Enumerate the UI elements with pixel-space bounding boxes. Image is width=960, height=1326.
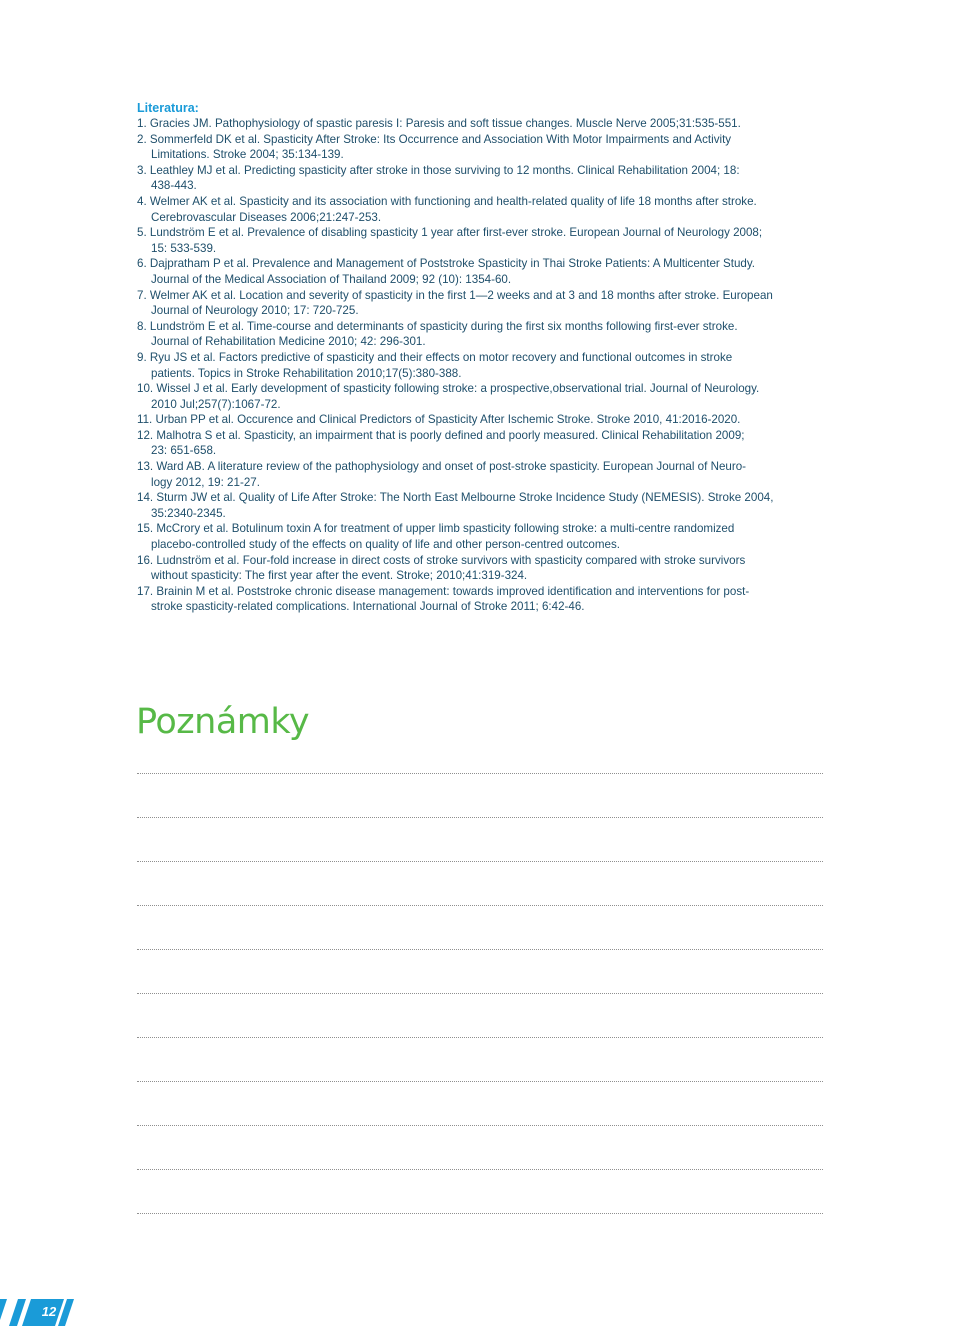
badge-stripe-left: [0, 1299, 7, 1326]
note-line: [137, 1169, 823, 1170]
reference-item: [137, 288, 825, 319]
reference-line: 3. Leathley MJ et al. Predicting spasticity after stroke in those surviving to 12 months. Clinical Rehabilitation 2004; 18:: [137, 163, 740, 177]
note-line: [137, 1213, 823, 1214]
reference-line: 8. Lundström E et al. Time-course and determinants of spasticity during the first six months following first-ever stroke.: [137, 319, 738, 333]
reference-line: 15. McCrory et al. Botulinum toxin A for treatment of upper limb spasticity following stroke: a multi-centre randomized: [137, 522, 735, 536]
reference-line: 17. Brainin M et al. Poststroke chronic disease management: towards improved identification and interventions for post-: [137, 584, 750, 598]
reference-continuation: 35:2340-2345.: [151, 506, 226, 520]
reference-line: 16. Ludnström et al. Four-fold increase in direct costs of stroke survivors with spasticity compared with stroke survivors: [137, 553, 746, 567]
reference-continuation: Limitations. Stroke 2004; 35:134-139.: [151, 148, 344, 162]
reference-continuation: Journal of Neurology 2010; 17: 720-725.: [151, 304, 359, 318]
reference-continuation: placebo-controlled study of the effects on quality of life and other person-centred outcomes.: [151, 538, 620, 552]
reference-item: [137, 553, 825, 584]
note-line: [137, 817, 823, 818]
note-line: [137, 949, 823, 950]
reference-item: [137, 584, 825, 615]
references-title: Literatura:: [137, 101, 199, 115]
reference-item: [137, 381, 825, 412]
reference-item: [137, 521, 825, 552]
page-number: 12: [41, 1304, 57, 1319]
reference-line: 1. Gracies JM. Pathophysiology of spastic paresis I: Paresis and soft tissue changes. Muscle Nerve 2005;31:535-551.: [137, 117, 741, 130]
reference-continuation: 2010 Jul;257(7):1067-72.: [151, 397, 281, 411]
note-line: [137, 861, 823, 862]
reference-item: [137, 490, 825, 521]
reference-continuation: 23: 651-658.: [151, 444, 217, 458]
reference-continuation: Journal of the Medical Association of Thailand 2009; 92 (10): 1354-60.: [151, 272, 512, 286]
reference-item: [137, 132, 825, 163]
reference-line: 7. Welmer AK et al. Location and severity of spasticity in the first 1—2 weeks and at 3 and 18 months after stroke. European: [137, 288, 773, 302]
reference-line: 9. Ryu JS et al. Factors predictive of spasticity and their effects on motor recovery and functional outcomes in stroke: [137, 350, 733, 364]
notes-title: Poznámky: [136, 702, 310, 742]
reference-item: [137, 319, 825, 350]
reference-line: 2. Sommerfeld DK et al. Spasticity After Stroke: Its Occurrence and Association With Motor Impairments and Activity: [137, 132, 732, 146]
reference-item: [137, 194, 825, 225]
reference-item: [137, 428, 825, 459]
reference-item: [137, 256, 825, 287]
note-line: [137, 1125, 823, 1126]
reference-line: 5. Lundström E et al. Prevalence of disabling spasticity 1 year after first-ever stroke. European Journal of Neurology 2008;: [137, 226, 763, 240]
reference-line: 10. Wissel J et al. Early development of spasticity following stroke: a prospective,observational trial. Journal of Neurology.: [137, 382, 760, 396]
reference-item: [137, 116, 825, 132]
references-section: [137, 101, 825, 615]
reference-line: 11. Urban PP et al. Occurence and Clinical Predictors of Spasticity After Ischemic Stroke. Stroke 2010, 41:2016-2020.: [137, 413, 741, 427]
reference-continuation: Cerebrovascular Diseases 2006;21:247-253.: [151, 210, 382, 224]
note-line: [137, 1081, 823, 1082]
reference-continuation: Journal of Rehabilitation Medicine 2010; 42: 296-301.: [151, 335, 426, 349]
reference-line: 4. Welmer AK et al. Spasticity and its association with functioning and health-related quality of life 18 months after stroke.: [137, 194, 757, 208]
reference-continuation: stroke spasticity-related complications. International Journal of Stroke 2011; 6:42-46.: [151, 600, 585, 614]
note-line: [137, 905, 823, 906]
reference-line: 12. Malhotra S et al. Spasticity, an impairment that is poorly defined and poorly measured. Clinical Rehabilitation 2009;: [137, 428, 745, 442]
reference-continuation: without spasticity: The first year after the event. Stroke; 2010;41:319-324.: [151, 569, 528, 583]
reference-continuation: patients. Topics in Stroke Rehabilitation 2010;17(5):380-388.: [151, 366, 462, 380]
reference-item: [137, 225, 825, 256]
note-line: [137, 773, 823, 774]
reference-continuation: 438-443.: [151, 179, 197, 193]
reference-item: [137, 163, 825, 194]
references-list: [137, 116, 825, 615]
reference-item: [137, 459, 825, 490]
reference-item: [137, 412, 825, 428]
reference-line: 6. Dajpratham P et al. Prevalence and Management of Poststroke Spasticity in Thai Stroke Patients: A Multicenter Study.: [137, 257, 756, 271]
note-line: [137, 993, 823, 994]
reference-line: 13. Ward AB. A literature review of the pathophysiology and onset of post-stroke spasticity. European Journal of Neuro-: [137, 460, 747, 474]
reference-continuation: logy 2012, 19: 21-27.: [151, 475, 260, 489]
reference-line: 14. Sturm JW et al. Quality of Life After Stroke: The North East Melbourne Stroke Incidence Study (NEMESIS). Stroke 2004,: [137, 491, 774, 505]
note-line: [137, 1037, 823, 1038]
reference-item: [137, 350, 825, 381]
reference-continuation: 15: 533-539.: [151, 241, 217, 255]
